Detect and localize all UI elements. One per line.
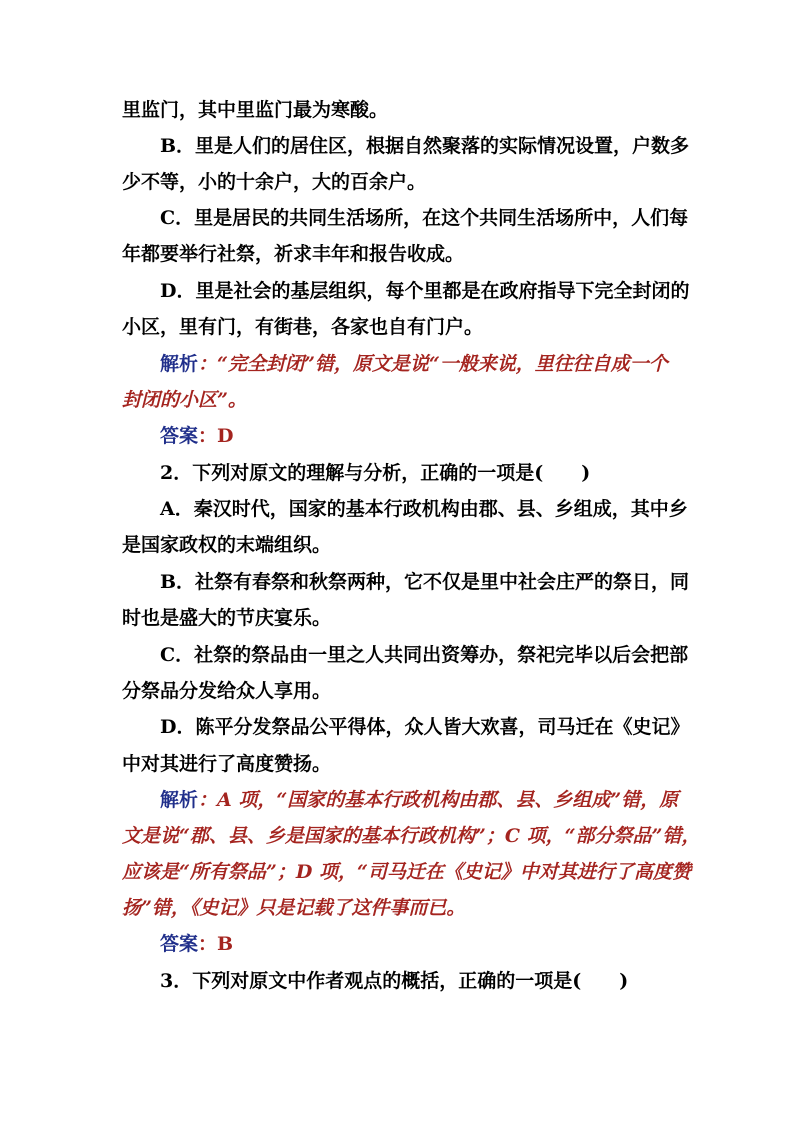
q1-analysis-label: 解析 [160, 353, 199, 375]
q1-answer-value: ：D [198, 425, 234, 447]
q1-analysis-line1 [160, 346, 720, 382]
q2-analysis-line3: 应该是“所有祭品”；D 项，“司马迁在《史记》中对其进行了高度赞 [122, 861, 691, 883]
q2-option-c-line1: C．社祭的祭品由一里之人共同出资筹办，祭祀完毕以后会把部 [160, 644, 689, 666]
q1-option-b-line2: 少不等，小的十余户，大的百余户。 [122, 171, 427, 193]
q2-analysis-label: 解析 [160, 789, 199, 811]
q1-answer [160, 418, 720, 454]
q2-answer [160, 926, 720, 962]
q1-analysis-text-1: ：“完全封闭”错，原文是说“一般来说，里往往自成一个 [198, 353, 668, 375]
q1-option-c-line2: 年都要举行社祭，祈求丰年和报告收成。 [122, 243, 465, 265]
q1-option-b-line1: B．里是人们的居住区，根据自然聚落的实际情况设置，户数多 [160, 135, 690, 157]
q2-option-b-line2: 时也是盛大的节庆宴乐。 [122, 607, 332, 629]
q3-stem: 3．下列对原文中作者观点的概括，正确的一项是( ) [160, 970, 629, 992]
q2-option-d-line1: D．陈平分发祭品公平得体，众人皆大欢喜，司马迁在《史记》 [160, 716, 690, 738]
q2-option-d-line2: 中对其进行了高度赞扬。 [122, 753, 332, 775]
q1-stem-tail: 里监门，其中里监门最为寒酸。 [122, 99, 389, 121]
q2-option-a-line1: A．秦汉时代，国家的基本行政机构由郡、县、乡组成，其中乡 [160, 498, 688, 520]
q2-analysis-text-1: ：A 项，“国家的基本行政机构由郡、县、乡组成”错，原 [198, 789, 679, 811]
q2-analysis-line4: 扬”错，《史记》只是记载了这件事而已。 [122, 897, 466, 919]
q1-option-c-line1: C．里是居民的共同生活场所，在这个共同生活场所中，人们每 [160, 207, 689, 229]
q1-analysis-line2: 封闭的小区”。 [122, 389, 247, 411]
q2-answer-label: 答案 [160, 933, 199, 955]
q1-answer-label: 答案 [160, 425, 199, 447]
q2-answer-value: ：B [198, 933, 234, 955]
q2-stem: 2．下列对原文的理解与分析，正确的一项是( ) [160, 462, 591, 484]
q2-analysis-line1 [160, 782, 720, 818]
q1-option-d-line2: 小区，里有门，有街巷，各家也自有门户。 [122, 316, 484, 338]
q2-option-b-line1: B．社祭有春祭和秋祭两种，它不仅是里中社会庄严的祭日，同 [160, 571, 690, 593]
q1-option-d-line1: D．里是社会的基层组织，每个里都是在政府指导下完全封闭的 [160, 280, 690, 302]
q2-option-a-line2: 是国家政权的末端组织。 [122, 534, 332, 556]
q2-analysis-line2: 文是说“郡、县、乡是国家的基本行政机构”；C 项，“部分祭品”错， [122, 825, 701, 847]
q2-option-c-line2: 分祭品分发给众人享用。 [122, 680, 332, 702]
